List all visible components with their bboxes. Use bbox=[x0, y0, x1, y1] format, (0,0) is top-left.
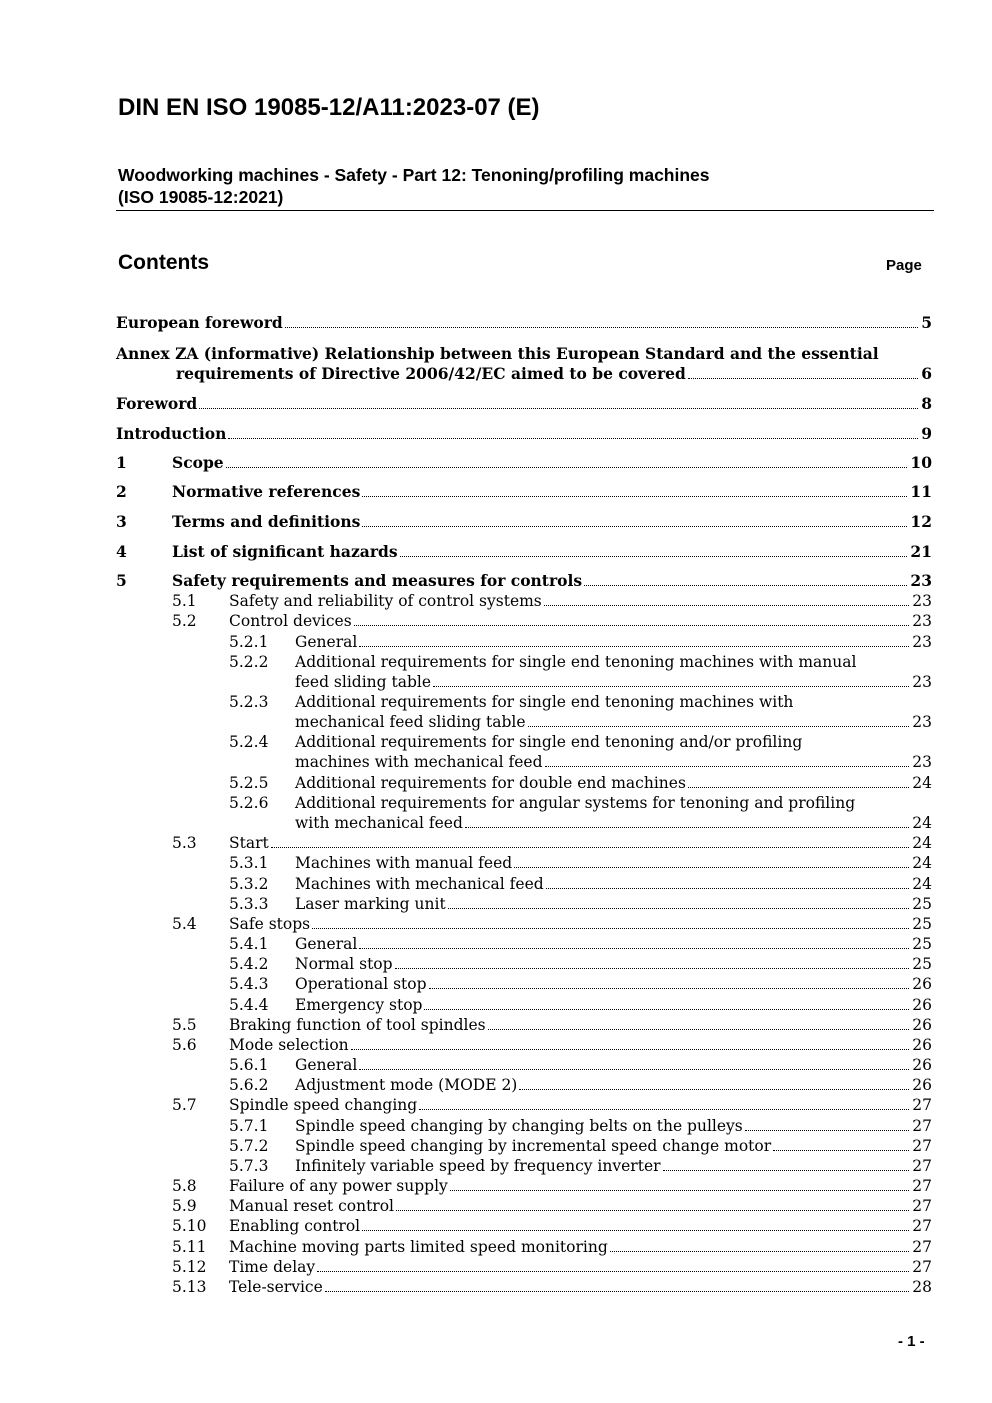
toc-entry-page: 27 bbox=[912, 1137, 932, 1155]
toc-entry-title: Failure of any power supply bbox=[229, 1177, 448, 1195]
toc-entry-page: 6 bbox=[921, 364, 932, 383]
toc-entry-page: 24 bbox=[912, 814, 932, 832]
toc-entry-title: Scope bbox=[172, 453, 224, 472]
toc-entry-title: Additional requirements for double end machines bbox=[295, 774, 686, 792]
toc-entry[interactable] bbox=[0, 853, 932, 875]
toc-dot-leader bbox=[362, 496, 907, 497]
toc-dot-leader bbox=[488, 1029, 909, 1030]
toc-dot-leader bbox=[351, 1049, 909, 1050]
toc-entry[interactable] bbox=[0, 874, 932, 896]
toc-entry[interactable] bbox=[0, 1257, 932, 1279]
page-number: - 1 - bbox=[898, 1333, 925, 1350]
toc-entry[interactable] bbox=[0, 571, 932, 593]
toc-entry-page: 23 bbox=[912, 753, 932, 771]
toc-entry-title: Safety and reliability of control systems bbox=[229, 592, 542, 610]
toc-dot-leader bbox=[519, 1089, 909, 1090]
toc-dot-leader bbox=[465, 827, 909, 828]
toc-dot-leader bbox=[450, 1190, 909, 1191]
toc-entry-page: 24 bbox=[912, 834, 932, 852]
toc-entry[interactable] bbox=[0, 1176, 932, 1198]
toc-entry-title: List of significant hazards bbox=[172, 542, 398, 561]
toc-entry-page: 26 bbox=[912, 1076, 932, 1094]
toc-dot-leader bbox=[773, 1150, 909, 1151]
toc-entry-number: 5.9 bbox=[172, 1197, 197, 1215]
toc-entry-page: 12 bbox=[910, 512, 932, 531]
toc-dot-leader bbox=[359, 948, 909, 949]
toc-entry-title: Spindle speed changing by incremental speed change motor bbox=[295, 1137, 772, 1155]
toc-entry-number: 3 bbox=[116, 512, 127, 531]
toc-dot-leader bbox=[433, 686, 909, 687]
toc-entry-page: 11 bbox=[910, 482, 932, 501]
toc-entry[interactable] bbox=[0, 692, 932, 734]
toc-entry-title: Safe stops bbox=[229, 915, 311, 933]
toc-entry-title: requirements of Directive 2006/42/EC aimed to be covered bbox=[176, 364, 686, 383]
toc-entry-title: feed sliding table bbox=[295, 673, 432, 691]
toc-entry-title: Normative references bbox=[172, 482, 361, 501]
toc-entry[interactable] bbox=[0, 1055, 932, 1077]
toc-entry-page: 26 bbox=[912, 996, 932, 1014]
toc-entry-page: 23 bbox=[912, 612, 932, 630]
toc-entry-number: 5.2.6 bbox=[229, 794, 269, 812]
toc-entry-title: Spindle speed changing by changing belts on the pulleys bbox=[295, 1117, 743, 1135]
toc-entry-page: 27 bbox=[912, 1117, 932, 1135]
toc-entry-title: Foreword bbox=[116, 394, 198, 413]
toc-entry[interactable] bbox=[0, 1075, 932, 1097]
toc-entry-page: 27 bbox=[912, 1197, 932, 1215]
toc-entry-page: 28 bbox=[912, 1278, 932, 1296]
toc-dot-leader bbox=[429, 988, 909, 989]
toc-entry-title: Adjustment mode (MODE 2) bbox=[295, 1076, 518, 1094]
toc-entry[interactable] bbox=[0, 424, 932, 446]
toc-entry-title: Mode selection bbox=[229, 1036, 349, 1054]
toc-entry[interactable] bbox=[0, 793, 932, 835]
toc-entry-number: 5.2.4 bbox=[229, 733, 269, 751]
toc-entry-page: 26 bbox=[912, 1036, 932, 1054]
toc-entry-number: 5.2.1 bbox=[229, 633, 269, 651]
toc-dot-leader bbox=[544, 605, 909, 606]
toc-entry-title: Additional requirements for single end tenoning machines with bbox=[295, 693, 794, 711]
toc-entry-number: 5.7.2 bbox=[229, 1137, 269, 1155]
toc-entry[interactable] bbox=[0, 1277, 932, 1299]
toc-entry[interactable] bbox=[0, 344, 932, 386]
toc-entry[interactable] bbox=[0, 591, 932, 613]
toc-entry-page: 24 bbox=[912, 774, 932, 792]
toc-entry-title: General bbox=[295, 1056, 358, 1074]
toc-entry-number: 5.4.1 bbox=[229, 935, 269, 953]
toc-dot-leader bbox=[400, 556, 907, 557]
toc-entry[interactable] bbox=[0, 1136, 932, 1158]
toc-entry-number: 5.7.1 bbox=[229, 1117, 269, 1135]
toc-entry[interactable] bbox=[0, 394, 932, 416]
toc-dot-leader bbox=[688, 378, 918, 379]
toc-entry-title: Additional requirements for single end tenoning machines with manual bbox=[295, 653, 857, 671]
toc-entry[interactable] bbox=[0, 542, 932, 564]
toc-entry-page: 27 bbox=[912, 1177, 932, 1195]
toc-dot-leader bbox=[325, 1291, 909, 1292]
toc-entry-page: 25 bbox=[912, 915, 932, 933]
toc-dot-leader bbox=[584, 585, 907, 586]
toc-dot-leader bbox=[396, 1210, 909, 1211]
toc-dot-leader bbox=[285, 327, 918, 328]
toc-dot-leader bbox=[354, 625, 909, 626]
toc-entry-number: 5.5 bbox=[172, 1016, 197, 1034]
toc-dot-leader bbox=[271, 847, 909, 848]
toc-entry[interactable] bbox=[0, 482, 932, 504]
toc-entry[interactable] bbox=[0, 1095, 932, 1117]
toc-entry-page: 24 bbox=[912, 854, 932, 872]
toc-entry[interactable] bbox=[0, 1035, 932, 1057]
toc-entry-title: Annex ZA (informative) Relationship between this European Standard and the essential bbox=[116, 344, 879, 363]
toc-entry-title: Safety requirements and measures for controls bbox=[172, 571, 583, 590]
toc-entry[interactable] bbox=[0, 1216, 932, 1238]
toc-dot-leader bbox=[362, 526, 907, 527]
toc-dot-leader bbox=[688, 787, 909, 788]
toc-entry[interactable] bbox=[0, 894, 932, 916]
toc-entry-title: Time delay bbox=[229, 1258, 316, 1276]
toc-entry-title: European foreword bbox=[116, 313, 283, 332]
toc-entry-title: Braking function of tool spindles bbox=[229, 1016, 486, 1034]
toc-dot-leader bbox=[359, 646, 909, 647]
toc-entry-page: 27 bbox=[912, 1258, 932, 1276]
toc-entry-number: 5.2 bbox=[172, 612, 197, 630]
toc-entry-number: 5.1 bbox=[172, 592, 197, 610]
toc-entry-title: Operational stop bbox=[295, 975, 427, 993]
toc-entry-title: mechanical feed sliding table bbox=[295, 713, 526, 731]
toc-entry-number: 5 bbox=[116, 571, 127, 590]
toc-entry-page: 27 bbox=[912, 1217, 932, 1235]
toc-entry-number: 5.11 bbox=[172, 1238, 207, 1256]
toc-entry-page: 23 bbox=[910, 571, 932, 590]
toc-dot-leader bbox=[226, 467, 907, 468]
toc-entry-page: 23 bbox=[912, 633, 932, 651]
toc-entry[interactable] bbox=[0, 453, 932, 475]
toc-entry[interactable] bbox=[0, 632, 932, 654]
toc-entry-number: 5.2.2 bbox=[229, 653, 269, 671]
toc-entry-number: 5.10 bbox=[172, 1217, 207, 1235]
toc-entry-page: 25 bbox=[912, 895, 932, 913]
toc-entry-number: 1 bbox=[116, 453, 127, 472]
toc-entry-page: 25 bbox=[912, 935, 932, 953]
toc-entry-page: 26 bbox=[912, 1056, 932, 1074]
toc-entry[interactable] bbox=[0, 954, 932, 976]
toc-dot-leader bbox=[546, 888, 909, 889]
toc-entry-title: Terms and definitions bbox=[172, 512, 361, 531]
toc-entry-page: 25 bbox=[912, 955, 932, 973]
toc-entry-title: Normal stop bbox=[295, 955, 393, 973]
toc-entry-page: 26 bbox=[912, 1016, 932, 1034]
toc-entry-title: General bbox=[295, 633, 358, 651]
toc-entry-title: Control devices bbox=[229, 612, 352, 630]
toc-entry[interactable] bbox=[0, 1237, 932, 1259]
toc-entry-page: 23 bbox=[912, 713, 932, 731]
toc-entry-number: 5.3 bbox=[172, 834, 197, 852]
toc-entry-page: 9 bbox=[921, 424, 932, 443]
toc-entry-number: 5.6.1 bbox=[229, 1056, 269, 1074]
toc-entry-number: 5.8 bbox=[172, 1177, 197, 1195]
toc-entry-number: 5.4.2 bbox=[229, 955, 269, 973]
toc-dot-leader bbox=[514, 867, 909, 868]
toc-entry-page: 8 bbox=[921, 394, 932, 413]
toc-entry-number: 5.3.2 bbox=[229, 875, 269, 893]
subtitle-line-2: (ISO 19085-12:2021) bbox=[118, 187, 284, 207]
toc-dot-leader bbox=[528, 726, 909, 727]
toc-entry-title: with mechanical feed bbox=[295, 814, 463, 832]
toc-dot-leader bbox=[745, 1130, 909, 1131]
toc-entry-title: Machine moving parts limited speed monitoring bbox=[229, 1238, 608, 1256]
toc-entry-page: 23 bbox=[912, 673, 932, 691]
toc-dot-leader bbox=[317, 1271, 909, 1272]
toc-entry-number: 5.4.4 bbox=[229, 996, 269, 1014]
toc-dot-leader bbox=[395, 968, 909, 969]
toc-dot-leader bbox=[663, 1170, 909, 1171]
toc-entry-number: 5.7.3 bbox=[229, 1157, 269, 1175]
toc-entry[interactable] bbox=[0, 732, 932, 774]
toc-entry-title: Emergency stop bbox=[295, 996, 423, 1014]
toc-dot-leader bbox=[228, 438, 918, 439]
toc-entry-title: Infinitely variable speed by frequency inverter bbox=[295, 1157, 661, 1175]
toc-entry[interactable] bbox=[0, 512, 932, 534]
toc-entry-title: machines with mechanical feed bbox=[295, 753, 543, 771]
toc-entry-page: 24 bbox=[912, 875, 932, 893]
toc-entry-title: Introduction bbox=[116, 424, 227, 443]
toc-entry-number: 5.4.3 bbox=[229, 975, 269, 993]
toc-entry-number: 5.2.3 bbox=[229, 693, 269, 711]
toc-entry-title: Spindle speed changing bbox=[229, 1096, 418, 1114]
toc-entry-number: 5.12 bbox=[172, 1258, 207, 1276]
toc-entry-number: 5.4 bbox=[172, 915, 197, 933]
toc-entry[interactable] bbox=[0, 1156, 932, 1178]
toc-entry-title: General bbox=[295, 935, 358, 953]
toc-entry-title: Tele-service bbox=[229, 1278, 323, 1296]
document-id: DIN EN ISO 19085-12/A11:2023-07 (E) bbox=[118, 94, 540, 121]
toc-entry-number: 5.6.2 bbox=[229, 1076, 269, 1094]
toc-entry-title: Enabling control bbox=[229, 1217, 361, 1235]
toc-entry[interactable] bbox=[0, 313, 932, 335]
toc-entry-page: 10 bbox=[910, 453, 932, 472]
toc-entry-title: Machines with mechanical feed bbox=[295, 875, 544, 893]
toc-entry-number: 5.3.3 bbox=[229, 895, 269, 913]
toc-entry[interactable] bbox=[0, 773, 932, 795]
toc-dot-leader bbox=[610, 1251, 909, 1252]
toc-dot-leader bbox=[545, 766, 909, 767]
toc-entry[interactable] bbox=[0, 995, 932, 1017]
toc-entry-title: Additional requirements for angular systems for tenoning and profiling bbox=[295, 794, 856, 812]
toc-entry-page: 27 bbox=[912, 1157, 932, 1175]
toc-entry-number: 5.13 bbox=[172, 1278, 207, 1296]
toc-entry-page: 23 bbox=[912, 592, 932, 610]
toc-entry-number: 2 bbox=[116, 482, 127, 501]
toc-entry-title: Additional requirements for single end tenoning and/or profiling bbox=[295, 733, 803, 751]
toc-dot-leader bbox=[359, 1069, 909, 1070]
toc-dot-leader bbox=[448, 908, 909, 909]
page-column-label: Page bbox=[886, 257, 922, 274]
toc-entry[interactable] bbox=[0, 833, 932, 855]
toc-entry-page: 27 bbox=[912, 1238, 932, 1256]
toc-dot-leader bbox=[199, 408, 918, 409]
toc-entry-title: Machines with manual feed bbox=[295, 854, 513, 872]
toc-entry-title: Laser marking unit bbox=[295, 895, 446, 913]
toc-entry[interactable] bbox=[0, 652, 932, 694]
toc-dot-leader bbox=[419, 1109, 909, 1110]
toc-entry[interactable] bbox=[0, 611, 932, 633]
toc-dot-leader bbox=[312, 928, 909, 929]
toc-entry-page: 21 bbox=[910, 542, 932, 561]
toc-entry-number: 5.3.1 bbox=[229, 854, 269, 872]
toc-entry[interactable] bbox=[0, 1116, 932, 1138]
toc-entry-number: 5.6 bbox=[172, 1036, 197, 1054]
toc-entry[interactable] bbox=[0, 934, 932, 956]
toc-entry-number: 5.2.5 bbox=[229, 774, 269, 792]
contents-heading: Contents bbox=[118, 251, 209, 274]
toc-entry[interactable] bbox=[0, 974, 932, 996]
toc-entry[interactable] bbox=[0, 1196, 932, 1218]
toc-entry[interactable] bbox=[0, 914, 932, 936]
toc-dot-leader bbox=[362, 1230, 909, 1231]
toc-entry-title: Manual reset control bbox=[229, 1197, 394, 1215]
subtitle-line-1: Woodworking machines - Safety - Part 12: Tenoning/profiling machines bbox=[118, 165, 710, 185]
toc-entry-title: Start bbox=[229, 834, 269, 852]
toc-entry-number: 5.7 bbox=[172, 1096, 197, 1114]
toc-entry-page: 27 bbox=[912, 1096, 932, 1114]
toc-entry-page: 26 bbox=[912, 975, 932, 993]
toc-entry-number: 4 bbox=[116, 542, 127, 561]
toc-dot-leader bbox=[424, 1009, 909, 1010]
toc-entry-page: 5 bbox=[921, 313, 932, 332]
toc-entry[interactable] bbox=[0, 1015, 932, 1037]
